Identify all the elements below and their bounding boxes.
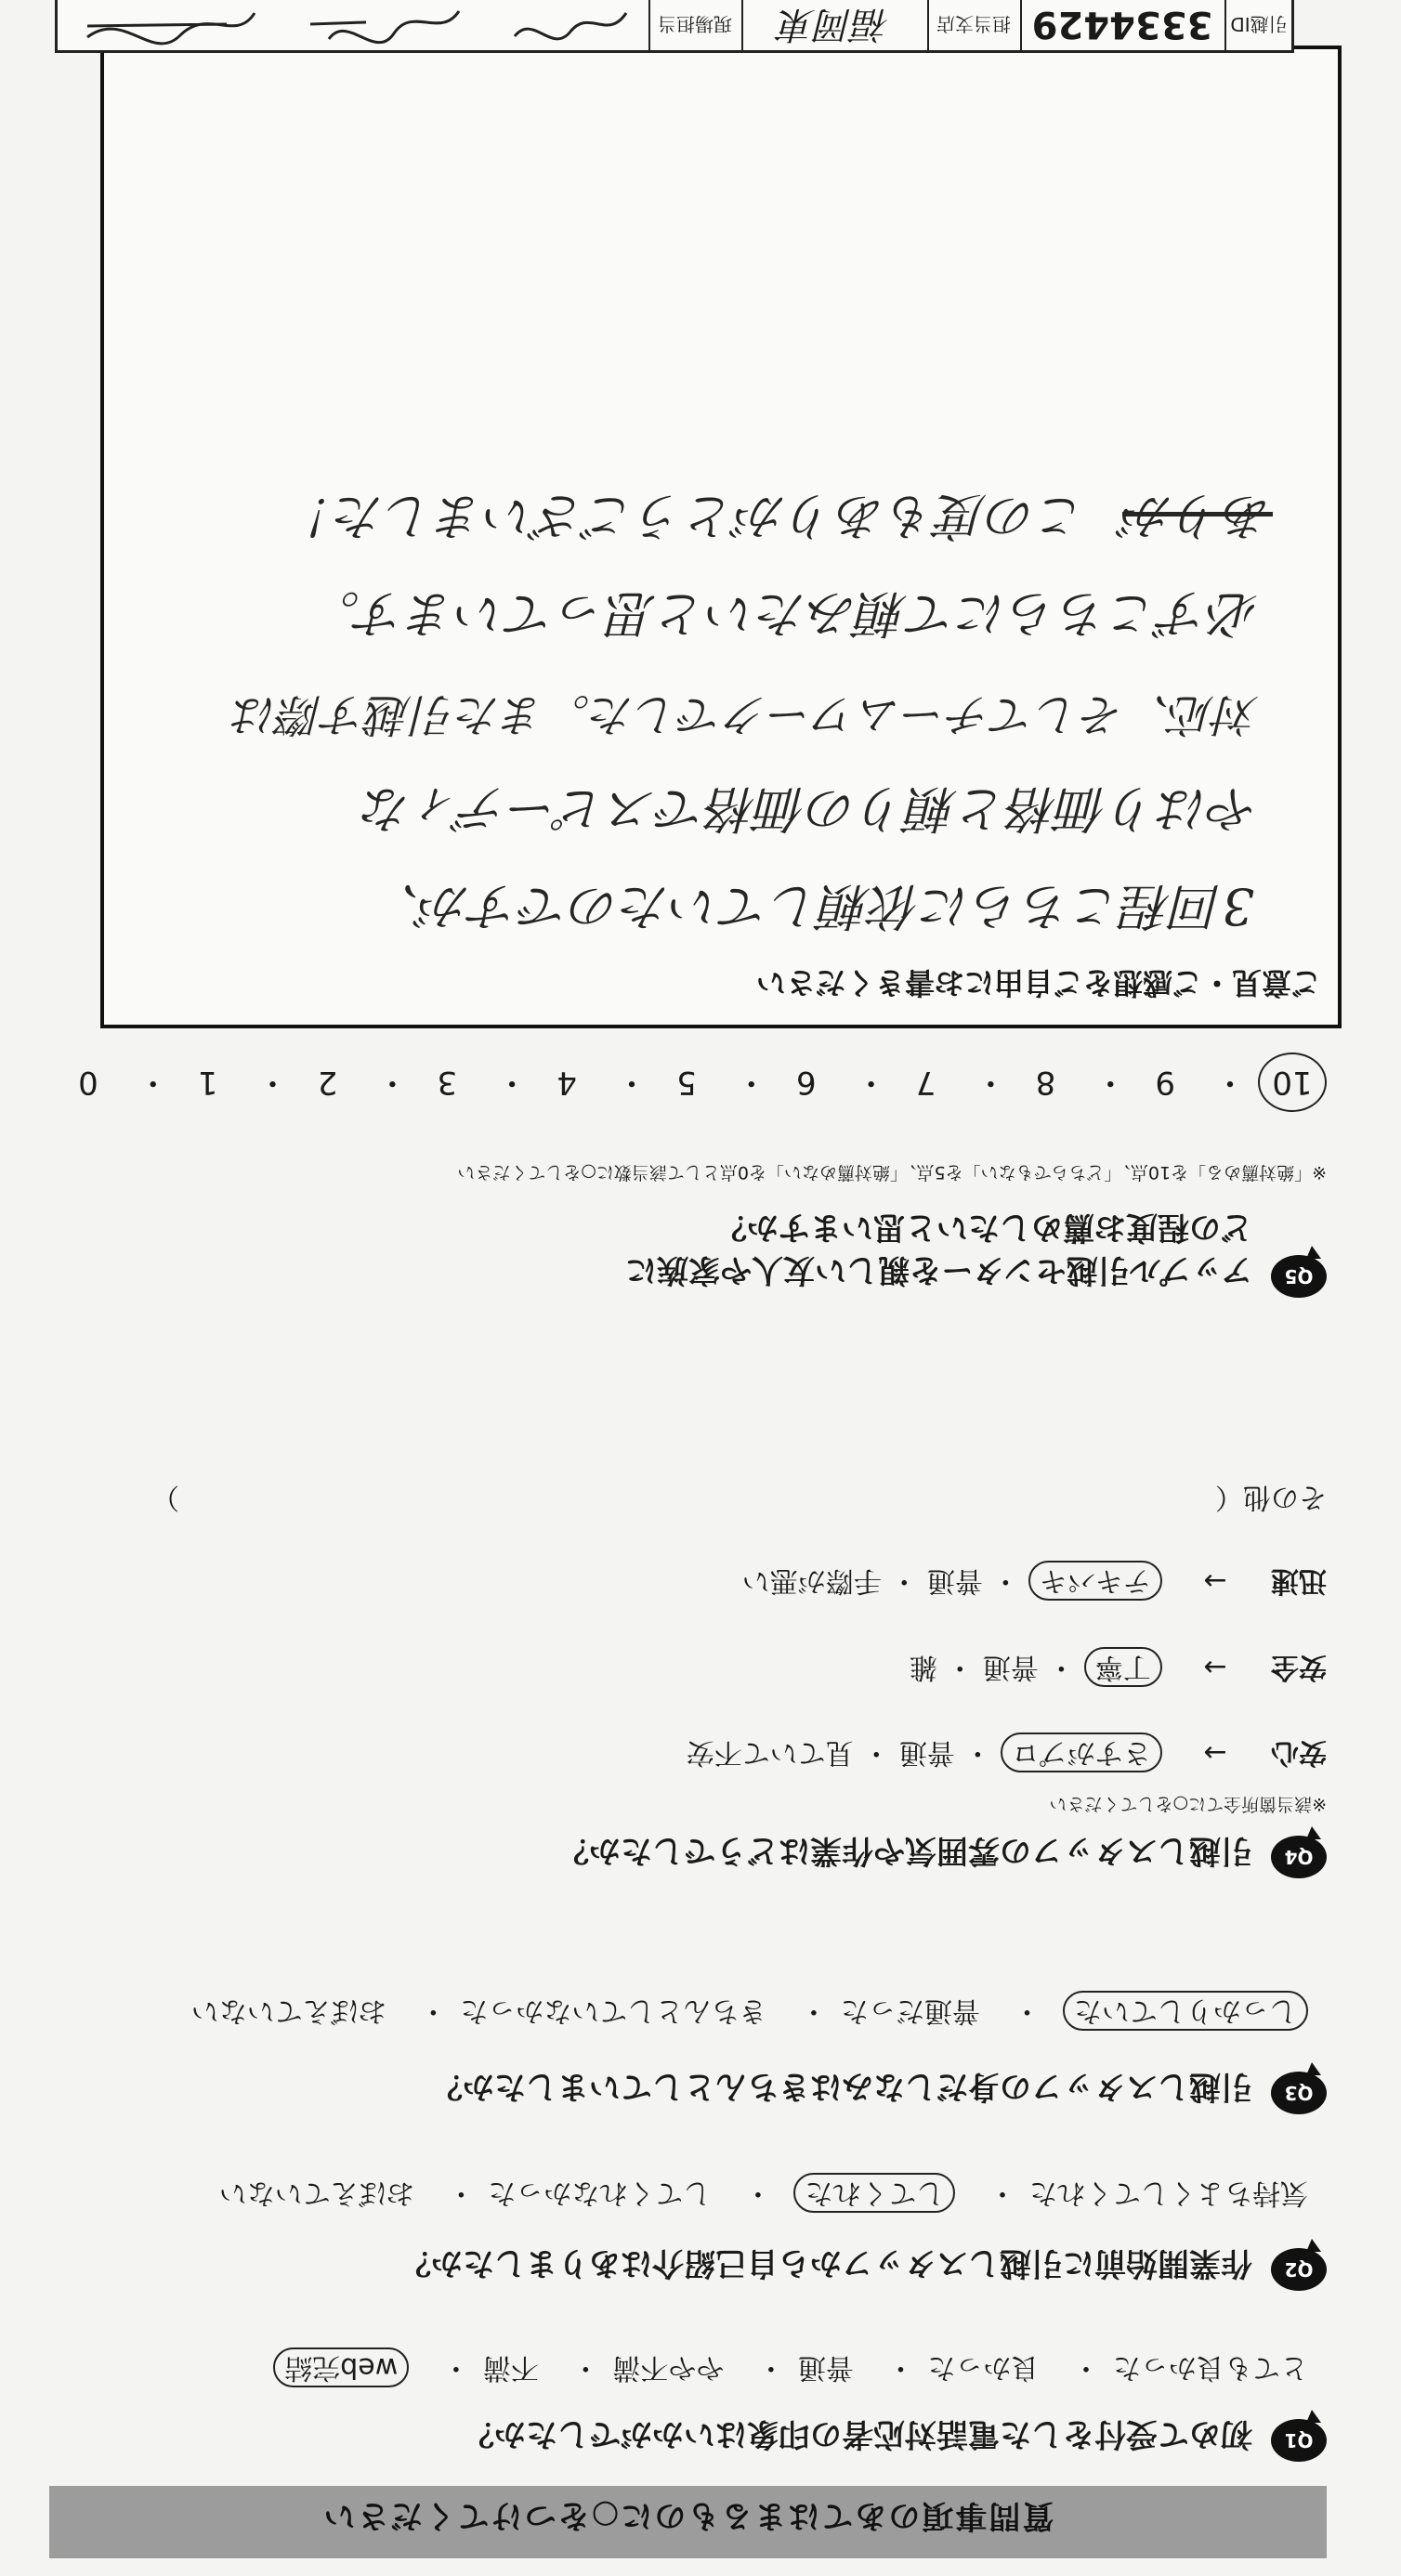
q5-scale-selected[interactable]: 10: [1258, 1053, 1327, 1112]
comment-line: やはり価格と頼りの価格でスピーディな: [361, 779, 1259, 838]
q4-option-selected[interactable]: テキパキ: [1028, 1561, 1162, 1601]
q5-scale-point[interactable]: 1: [197, 1064, 218, 1101]
id-value: 3334429: [1020, 0, 1226, 50]
q5-scale-point[interactable]: 3: [437, 1064, 458, 1101]
q4-option[interactable]: 見ていて不安: [686, 1736, 854, 1769]
q4-row-anshin: 安心 → さすがプロ ・ 普通 ・ 見ていて不安: [687, 1735, 1327, 1776]
q4-option[interactable]: 普通: [898, 1736, 955, 1769]
q4-option[interactable]: 普通: [926, 1564, 983, 1597]
q3-options: しっかりしていた ・ 普通だった・ きちんとしていなかった・ おぼえていない: [178, 1994, 1308, 2034]
q5-scale-point[interactable]: 2: [317, 1064, 338, 1101]
q2-badge: Q2: [1271, 2248, 1327, 2291]
q3-question: 引越しスタッフの身だしなみはきちんとしていましたか？: [431, 2068, 1252, 2105]
q5-scale-point[interactable]: 5: [676, 1064, 697, 1101]
q4-other-close: ）: [151, 1481, 179, 1513]
q3-option-selected[interactable]: しっかりしていた: [1063, 1991, 1308, 2031]
question-q1: [45, 2350, 1327, 2462]
comment-struck-word: ありが: [1122, 487, 1273, 545]
question-q3: [45, 1994, 1327, 2114]
comment-line: 対応、そしてチームワークでした。また引越す際は: [232, 688, 1259, 740]
arrow-right-icon: →: [1203, 1651, 1227, 1683]
q1-question: 初めて受付をした電話対応者の印象はいかがでしたか？: [463, 2415, 1252, 2452]
q1-option[interactable]: 不満: [482, 2351, 539, 2384]
q3-option[interactable]: 普通だった: [840, 1994, 980, 2027]
q4-option-selected[interactable]: 丁寧: [1084, 1647, 1162, 1687]
instruction-text: 質問事項のあてはまるものに○をつけてください: [321, 2497, 1054, 2534]
q2-option[interactable]: してくれなかった: [488, 2177, 712, 2209]
q4-row-label: 迅速: [1271, 1564, 1327, 1597]
id-label: 引越ID: [1230, 13, 1288, 35]
q4-option-selected[interactable]: さすがプロ: [1001, 1733, 1162, 1772]
arrow-right-icon: →: [1203, 1564, 1227, 1597]
comment-line: この度もありがとうございました！: [284, 487, 1087, 545]
q5-scale-point[interactable]: 6: [795, 1064, 817, 1101]
q1-option-selected[interactable]: web完結: [273, 2347, 409, 2387]
q4-note: ※該当箇所全てに○をしてください: [1049, 1794, 1327, 1814]
q4-row-label: 安全: [1271, 1651, 1327, 1683]
q2-option[interactable]: おぼえていない: [218, 2177, 414, 2209]
q1-option[interactable]: とても良かった: [1113, 2351, 1308, 2384]
q4-option[interactable]: 普通: [982, 1651, 1039, 1683]
q4-badge: Q4: [1271, 1836, 1327, 1878]
q4-option[interactable]: 雑: [909, 1651, 937, 1683]
q5-note: ※「絶対薦める」を10点、「どちらでもない」を5点、「絶対薦めない」を0点として該当数に○をしてください: [457, 1162, 1327, 1183]
q2-question: 作業開始前に引越しスタッフから自己紹介はありましたか？: [399, 2244, 1252, 2282]
q4-row-anzen: 安全 → 丁寧 ・ 普通 ・ 雑: [910, 1650, 1327, 1691]
q5-scale-point[interactable]: 8: [1035, 1064, 1056, 1101]
q4-row-other: [100, 1480, 1327, 1521]
q2-options: 気持ちよくしてくれた・ してくれた ・ してくれなかった・ おぼえていない: [206, 2176, 1308, 2216]
q2-option[interactable]: 気持ちよくしてくれた: [1029, 2177, 1308, 2209]
q5-question-line1: アップル引越センターを親しい友人や家族に: [625, 1251, 1252, 1288]
q5-scale-point[interactable]: 0: [78, 1064, 98, 1101]
q5-scale-point[interactable]: 4: [556, 1064, 577, 1101]
branch-value: 福岡東: [741, 0, 929, 50]
comment-line: 3回程こちらに依頼していたのですが、: [369, 877, 1254, 935]
q5-scale-point[interactable]: 9: [1155, 1064, 1176, 1101]
q5-question-line2: どの程度お薦めしたいと思いますか？: [715, 1209, 1252, 1246]
comment-line: 必ずこちらにて頼みたいと思っています。: [309, 584, 1259, 643]
q4-option[interactable]: 手際が悪い: [741, 1564, 882, 1597]
q4-row-jinsoku: 迅速 → テキパキ ・ 普通 ・ 手際が悪い: [742, 1563, 1327, 1604]
q1-badge: Q1: [1271, 2419, 1327, 2462]
q5-badge: Q5: [1271, 1255, 1327, 1298]
handwritten-signature-icon: [59, 0, 645, 50]
instruction-bar: [49, 2486, 1327, 2558]
q3-option[interactable]: きちんとしていなかった: [460, 1994, 767, 2027]
question-q2: [45, 2179, 1327, 2291]
q1-option[interactable]: 良かった: [927, 2351, 1040, 2384]
q5-scale-point[interactable]: 7: [915, 1064, 936, 1101]
q1-option[interactable]: 普通: [797, 2351, 854, 2384]
q5-scale: 10・ 9・ 8・ 7・ 6・ 5・ 4・ 3・ 2・ 1・ 0: [61, 1053, 1327, 1112]
q4-row-label: 安心: [1271, 1736, 1327, 1769]
question-q5: [45, 1196, 1327, 1298]
branch-label: 担当支店: [927, 0, 1022, 50]
staff-signature: [56, 0, 650, 50]
comments-title: ご意見・ご感想をご自由にお書きください: [755, 965, 1321, 1000]
question-q4: [45, 1823, 1327, 1878]
q1-option[interactable]: やや不満: [612, 2351, 725, 2384]
q4-question: 引越しスタッフの雰囲気や作業はどうでしたか？: [557, 1832, 1252, 1869]
q3-option[interactable]: おぼえていない: [190, 1994, 386, 2027]
q1-options: とても良かった・ 良かった・ 普通・ やや不満・ 不満・ web完結: [260, 2350, 1308, 2391]
staff-label: 現場担当: [648, 0, 743, 50]
q2-option-selected[interactable]: してくれた: [793, 2173, 955, 2213]
arrow-right-icon: →: [1203, 1736, 1227, 1769]
q4-other-label: その他（: [1215, 1481, 1327, 1513]
comments-box[interactable]: [100, 46, 1342, 1028]
q3-badge: Q3: [1271, 2072, 1327, 2114]
footer-info-table: [55, 0, 1294, 53]
